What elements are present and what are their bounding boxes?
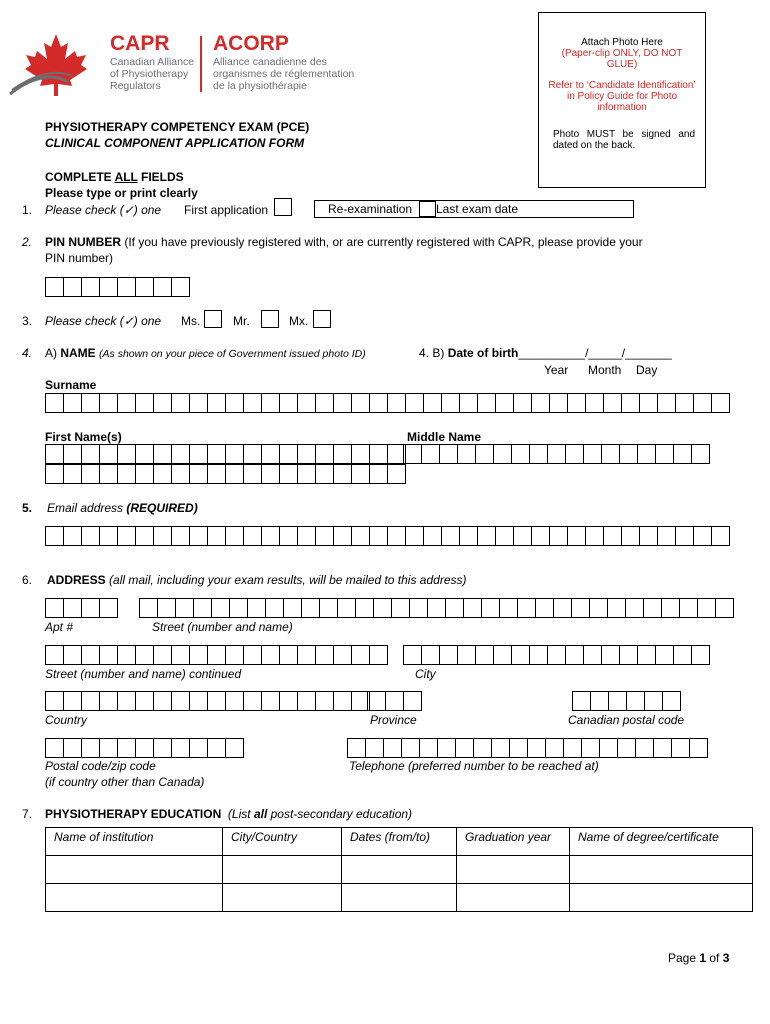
q5-label [47, 501, 198, 515]
postal-zip-boxes[interactable] [45, 738, 243, 758]
complete-all-fields [45, 170, 184, 184]
middle-name-label: Middle Name [407, 430, 482, 444]
q5-required: (REQUIRED) [126, 501, 198, 515]
q1-last-exam-date-label: Last exam date [436, 202, 519, 216]
country-boxes[interactable] [45, 691, 369, 711]
q1-number: 1. [22, 203, 33, 217]
dob-month-label: Month [588, 363, 622, 377]
telephone-boxes[interactable] [347, 738, 707, 758]
col-institution: Name of institution [46, 828, 223, 856]
logo-org-en-line2: of Physiotherapy [110, 68, 189, 80]
logo-capr-name: CAPR [110, 32, 170, 55]
email-boxes[interactable] [45, 526, 729, 546]
logo-org-fr-line1: Alliance canadienne des [213, 56, 327, 68]
q1-reexam-group [314, 200, 634, 218]
q1-first-application-label: First application [184, 203, 269, 217]
photo-attach-box[interactable] [538, 12, 706, 188]
street-continued-boxes[interactable] [45, 645, 387, 665]
logo-org-fr-line2: organismes de réglementation [213, 68, 355, 80]
pin-number-boxes[interactable] [45, 277, 189, 297]
page-current: 1 [699, 951, 707, 965]
education-cell[interactable] [223, 856, 342, 884]
telephone-label: Telephone (preferred number to be reached at) [349, 759, 599, 773]
first-application-checkbox[interactable] [274, 198, 292, 216]
logo-org-en [110, 56, 194, 92]
q7-text [45, 807, 412, 821]
col-city-country: City/Country [223, 828, 342, 856]
logo-org-en-line1: Canadian Alliance [110, 56, 195, 68]
q7-desc-prefix: (List [227, 807, 254, 821]
q3-mx-label: Mx. [289, 314, 309, 328]
education-cell[interactable] [46, 856, 223, 884]
q4a-name [45, 346, 366, 360]
logo-org-fr-line3: de la physiothérapie [213, 80, 307, 92]
education-cell[interactable] [223, 884, 342, 912]
dob-day-label: Day [636, 363, 658, 377]
postal-zip-note: (if country other than Canada) [45, 775, 205, 789]
complete-prefix: COMPLETE [45, 170, 115, 184]
q3-ms-label: Ms. [181, 314, 201, 328]
middle-name-boxes[interactable] [403, 444, 709, 464]
q6-number: 6. [22, 573, 33, 587]
education-cell[interactable] [457, 884, 570, 912]
q4-number: 4. [22, 346, 33, 360]
q7-number: 7. [22, 807, 33, 821]
education-cell[interactable] [46, 884, 223, 912]
education-row [46, 884, 753, 912]
page-total: 3 [722, 951, 730, 965]
form-title: PHYSIOTHERAPY COMPETENCY EXAM (PCE) [45, 120, 310, 134]
country-label: Country [45, 713, 88, 727]
first-names-label: First Name(s) [45, 430, 122, 444]
col-dates: Dates (from/to) [342, 828, 457, 856]
q7-label: PHYSIOTHERAPY EDUCATION [45, 807, 222, 821]
q5-email-label: Email address [47, 501, 127, 515]
apt-label: Apt # [45, 620, 74, 634]
apt-boxes[interactable] [45, 598, 117, 618]
complete-all: ALL [114, 170, 138, 184]
education-cell[interactable] [570, 856, 753, 884]
q2-desc-line2: PIN number) [45, 251, 114, 265]
city-boxes[interactable] [403, 645, 709, 665]
q4a-label: NAME [60, 346, 96, 360]
first-names-boxes-row2[interactable] [45, 464, 405, 484]
mx-checkbox[interactable] [313, 310, 331, 328]
q6-text [47, 573, 467, 587]
logo-divider [200, 36, 202, 92]
education-row [46, 856, 753, 884]
province-label: Province [370, 713, 417, 727]
q6-label: ADDRESS [47, 573, 106, 587]
q3-prompt: Please check (✓) one [45, 314, 162, 328]
complete-suffix: FIELDS [137, 170, 184, 184]
q2-desc-line1: (If you have previously registered with, or are currently registered with CAPR, please provide your [121, 235, 643, 249]
q4b-label: Date of birth [447, 346, 519, 360]
q3-number: 3. [22, 314, 33, 328]
photo-refer-note: Refer to ‘Candidate Identification’ in Policy Guide for Photo information [548, 80, 696, 113]
education-cell[interactable] [342, 856, 457, 884]
capr-logo [8, 32, 368, 96]
logo-acorp-name: ACORP [213, 32, 289, 55]
page-of: of [706, 951, 723, 965]
page-number [668, 951, 729, 965]
maple-leaf-icon [8, 32, 104, 96]
mr-checkbox[interactable] [261, 310, 279, 328]
street-label: Street (number and name) [152, 620, 293, 634]
canadian-postal-boxes[interactable] [572, 691, 680, 711]
ms-checkbox[interactable] [204, 310, 222, 328]
canadian-postal-label: Canadian postal code [568, 713, 685, 727]
q2-number: 2. [22, 235, 33, 249]
q7-desc-suffix: post-secondary education) [267, 807, 413, 821]
surname-boxes[interactable] [45, 393, 729, 413]
dob-input-line[interactable]: __________/_____/_______ [518, 346, 672, 360]
postal-zip-label: Postal code/zip code [45, 759, 156, 773]
col-graduation-year: Graduation year [457, 828, 570, 856]
q3-mr-label: Mr. [233, 314, 250, 328]
city-label: City [415, 667, 436, 681]
province-boxes[interactable] [367, 691, 421, 711]
education-table [45, 827, 753, 912]
q1-prompt: Please check (✓) one [45, 203, 162, 217]
education-cell[interactable] [457, 856, 570, 884]
surname-label: Surname [45, 378, 97, 392]
photo-signed-note: Photo MUST be signed and dated on the back. [553, 129, 695, 151]
q4a-desc: (As shown on your piece of Government issued photo ID) [99, 348, 366, 360]
logo-org-fr [213, 56, 354, 92]
logo-org-en-line3: Regulators [110, 80, 161, 92]
type-print-note: Please type or print clearly [45, 186, 198, 200]
form-subtitle: CLINICAL COMPONENT APPLICATION FORM [45, 136, 305, 150]
photo-title: Attach Photo Here [581, 37, 663, 48]
first-names-boxes-row1[interactable] [45, 444, 405, 464]
q1-reexamination-label: Re-examination [328, 202, 413, 216]
q6-desc: (all mail, including your exam results, will be mailed to this address) [105, 573, 467, 587]
education-cell[interactable] [570, 884, 753, 912]
page-prefix: Page [668, 951, 700, 965]
education-cell[interactable] [342, 884, 457, 912]
q5-number: 5. [22, 501, 33, 515]
education-header-row [46, 828, 753, 856]
q4b-prefix: 4. B) [419, 346, 448, 360]
reexamination-checkbox[interactable] [419, 201, 436, 217]
street-continued-label: Street (number and name) continued [45, 667, 242, 681]
photo-clip-note: (Paper-clip ONLY, DO NOT GLUE) [561, 48, 683, 70]
street-boxes[interactable] [139, 598, 733, 618]
q2-text [45, 235, 685, 249]
q7-desc-all: all [253, 807, 268, 821]
q4a-prefix: A) [45, 346, 61, 360]
dob-year-label: Year [544, 363, 569, 377]
q2-label: PIN NUMBER [45, 235, 122, 249]
q4b-dob [419, 346, 672, 360]
col-degree: Name of degree/certificate [570, 828, 753, 856]
